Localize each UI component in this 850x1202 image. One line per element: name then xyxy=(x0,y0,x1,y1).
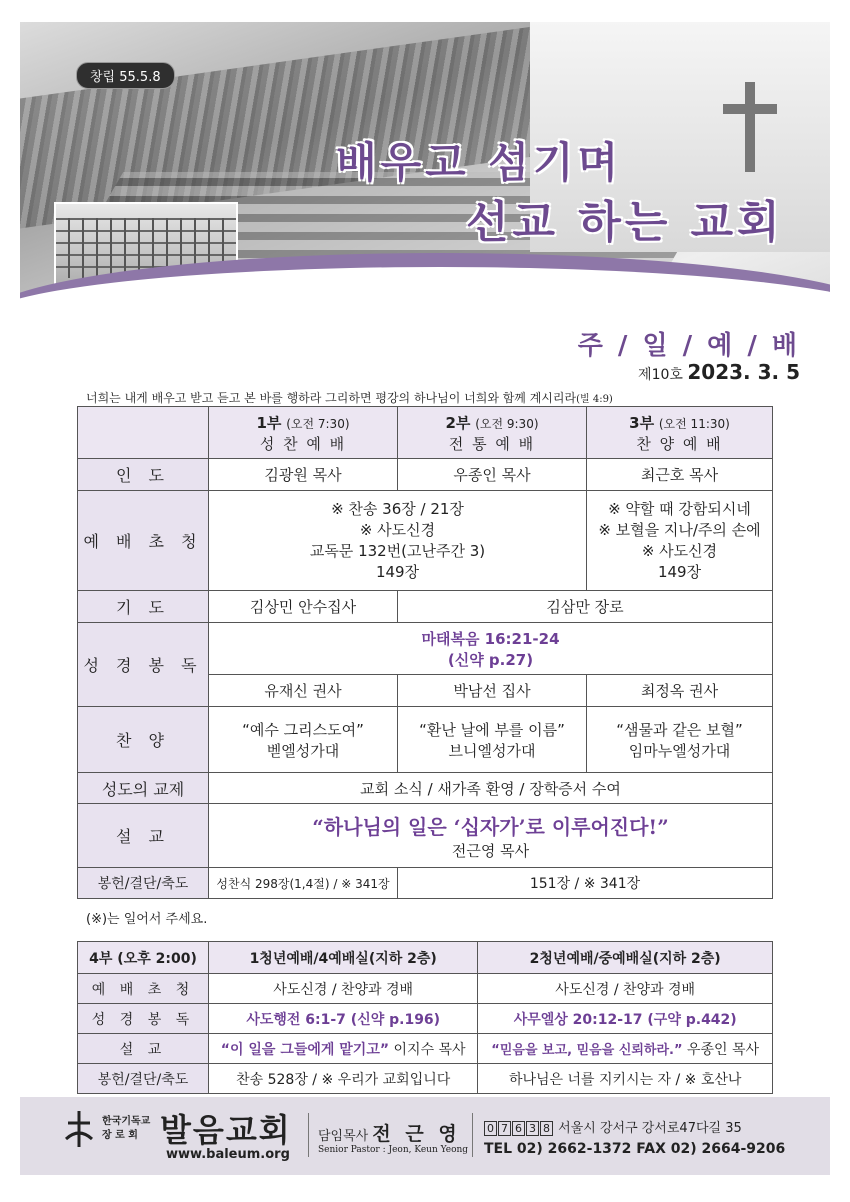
fellowship-row xyxy=(78,773,773,804)
passage-page: (신약 p.27) xyxy=(447,650,534,669)
call-line: ※ 보혈을 지나/주의 손에 xyxy=(598,520,761,539)
sermon-title: “이 일을 그들에게 맡기고” xyxy=(220,1041,390,1058)
leader-1: 김광원 목사 xyxy=(209,459,398,491)
verse-ref: (빌 4:9) xyxy=(576,394,613,405)
service-name: 성 찬 예 배 xyxy=(259,434,347,453)
standing-note: (※)는 일어서 주세요. xyxy=(86,912,208,927)
leader-row xyxy=(78,459,773,491)
sermon-title: “믿음을 보고, 믿음을 신뢰하라.” xyxy=(491,1042,683,1058)
praise-3 xyxy=(587,707,773,773)
youth-group-1: 1청년예배/4예배실(지하 2층) xyxy=(209,942,478,974)
denomination-line2: 장 로 회 xyxy=(102,1130,138,1141)
call-line: 149장 xyxy=(657,562,702,581)
denomination xyxy=(102,1115,150,1143)
website-link[interactable]: www.baleum.org xyxy=(166,1147,290,1162)
sermon-preacher: 우종인 목사 xyxy=(687,1041,760,1058)
address-text: 서울시 강서구 강서로47다길 35 xyxy=(558,1121,742,1136)
worship-order-table xyxy=(77,406,773,899)
praise-title: “환난 날에 부를 이름” xyxy=(419,720,565,739)
fellowship-value: 교회 소식 / 새가족 환영 / 장학증서 수여 xyxy=(209,773,773,804)
row-label: 봉헌/결단/축도 xyxy=(78,1064,209,1094)
service-3-header xyxy=(587,407,773,459)
row-label: 봉헌/결단/축도 xyxy=(78,868,209,899)
verse-text: 너희는 내게 배우고 받고 듣고 본 바를 행하라 그리하면 평강의 하나님이 너희와 함께 계시리라 xyxy=(86,391,577,405)
pastor-label: 담임목사 xyxy=(318,1129,369,1144)
issue-number: 제10호 xyxy=(638,367,683,383)
zip-digit: 0 xyxy=(484,1121,497,1136)
row-label: 설 교 xyxy=(78,804,209,868)
row-label: 성 경 봉 독 xyxy=(78,623,209,707)
divider xyxy=(308,1113,309,1157)
zip-digit: 6 xyxy=(512,1121,525,1136)
praise-1 xyxy=(209,707,398,773)
youth-call-2: 사도신경 / 찬양과 경배 xyxy=(478,974,773,1004)
praise-row xyxy=(78,707,773,773)
sermon-preacher: 이지수 목사 xyxy=(393,1041,466,1058)
service-title: 주 / 일 / 예 / 배 xyxy=(577,331,800,361)
youth-offering-row xyxy=(78,1064,773,1094)
youth-service-label: 4부 (오후 2:00) xyxy=(78,942,209,974)
church-logo-icon xyxy=(62,1109,96,1149)
zip-digit: 3 xyxy=(526,1121,539,1136)
row-label: 성도의 교제 xyxy=(78,773,209,804)
call-line: 교독문 132번(고난주간 3) xyxy=(309,541,486,560)
contact-numbers: TEL 02) 2662-1372 FAX 02) 2664-9206 xyxy=(484,1141,786,1157)
row-label: 인 도 xyxy=(78,459,209,491)
youth-reading-row xyxy=(78,1004,773,1034)
youth-sermon-row xyxy=(78,1034,773,1064)
cross-icon xyxy=(745,82,755,172)
praise-choir: 임마누엘성가대 xyxy=(628,741,731,760)
row-label: 찬 양 xyxy=(78,707,209,773)
reading-passage xyxy=(209,623,773,675)
youth-reading-1: 사도행전 6:1-7 (신약 p.196) xyxy=(209,1004,478,1034)
youth-offering-1: 찬송 528장 / ※ 우리가 교회입니다 xyxy=(209,1064,478,1094)
prayer-2: 김삼만 장로 xyxy=(398,591,773,623)
youth-worship-table xyxy=(77,941,773,1094)
slogan-line2: 선교 하는 교회 xyxy=(466,197,784,248)
prayer-row xyxy=(78,591,773,623)
service-2-header xyxy=(398,407,587,459)
address xyxy=(484,1117,742,1136)
row-label: 예 배 초 청 xyxy=(78,974,209,1004)
service-part: 1부 xyxy=(256,413,282,432)
service-name: 전 통 예 배 xyxy=(448,434,536,453)
leader-3: 최근호 목사 xyxy=(587,459,773,491)
call-right xyxy=(587,491,773,591)
service-time: (오전 7:30) xyxy=(286,416,350,431)
youth-sermon-2 xyxy=(478,1034,773,1064)
pastor-english: Senior Pastor : Jeon, Keun Yeong xyxy=(318,1145,469,1155)
theme-verse xyxy=(86,389,613,406)
row-label: 예 배 초 청 xyxy=(78,491,209,591)
praise-choir: 브니엘성가대 xyxy=(448,741,536,760)
offering-row xyxy=(78,868,773,899)
service-time: (오전 9:30) xyxy=(475,416,539,431)
sermon-row xyxy=(78,804,773,868)
pastor-name: 전 근 영 xyxy=(372,1123,461,1145)
praise-title: “샘물과 같은 보혈” xyxy=(616,720,743,739)
issue-info xyxy=(638,360,800,384)
issue-date: 2023. 3. 5 xyxy=(687,360,800,384)
call-left xyxy=(209,491,587,591)
header-empty-cell xyxy=(78,407,209,459)
reader-1: 유재신 권사 xyxy=(209,675,398,707)
youth-call-row xyxy=(78,974,773,1004)
youth-offering-2: 하나님은 너를 지키시는 자 / ※ 호산나 xyxy=(478,1064,773,1094)
denomination-line1: 한국기독교 xyxy=(102,1116,151,1127)
service-name: 찬 양 예 배 xyxy=(636,434,723,453)
church-name: 발음교회 xyxy=(160,1111,292,1149)
reader-2: 박남선 집사 xyxy=(398,675,587,707)
service-1-header xyxy=(209,407,398,459)
sermon-cell xyxy=(209,804,773,868)
offering-2: 151장 / ※ 341장 xyxy=(398,868,773,899)
zip-digit: 7 xyxy=(498,1121,511,1136)
call-line: ※ 찬송 36장 / 21장 xyxy=(331,499,464,518)
pastor-info xyxy=(318,1119,461,1146)
youth-group-2: 2청년예배/중예배실(지하 2층) xyxy=(478,942,773,974)
call-line: ※ 사도신경 xyxy=(641,541,718,560)
youth-sermon-1 xyxy=(209,1034,478,1064)
prayer-1: 김상민 안수집사 xyxy=(209,591,398,623)
call-line: 149장 xyxy=(375,562,420,581)
row-label: 설 교 xyxy=(78,1034,209,1064)
divider xyxy=(472,1113,473,1157)
slogan-line1: 배우고 섬기며 xyxy=(336,138,623,187)
sermon-title: “하나님의 일은 ‘십자가’로 이루어진다!” xyxy=(312,814,669,839)
reading-passage-row xyxy=(78,623,773,675)
zip-digit: 8 xyxy=(540,1121,553,1136)
service-part: 2부 xyxy=(445,413,471,432)
reader-3: 최정옥 권사 xyxy=(587,675,773,707)
praise-title: “예수 그리스도여” xyxy=(242,720,364,739)
praise-2 xyxy=(398,707,587,773)
call-line: ※ 사도신경 xyxy=(359,520,436,539)
leader-2: 우종인 목사 xyxy=(398,459,587,491)
service-part: 3부 xyxy=(629,413,655,432)
praise-choir: 벧엘성가대 xyxy=(266,741,340,760)
call-row xyxy=(78,491,773,591)
youth-header-row xyxy=(78,942,773,974)
offering-1: 성찬식 298장(1,4절) / ※ 341장 xyxy=(209,868,398,899)
youth-call-1: 사도신경 / 찬양과 경배 xyxy=(209,974,478,1004)
call-line: ※ 약할 때 강함되시네 xyxy=(608,499,751,518)
passage-text: 마태복음 16:21-24 xyxy=(421,629,560,648)
youth-reading-2: 사무엘상 20:12-17 (구약 p.442) xyxy=(478,1004,773,1034)
table-header-row xyxy=(78,407,773,459)
row-label: 기 도 xyxy=(78,591,209,623)
founded-badge: 창립 55.5.8 xyxy=(76,62,175,89)
service-time: (오전 11:30) xyxy=(658,416,730,431)
sermon-preacher: 전근영 목사 xyxy=(451,841,530,860)
row-label: 성 경 봉 독 xyxy=(78,1004,209,1034)
footer xyxy=(20,1097,830,1175)
